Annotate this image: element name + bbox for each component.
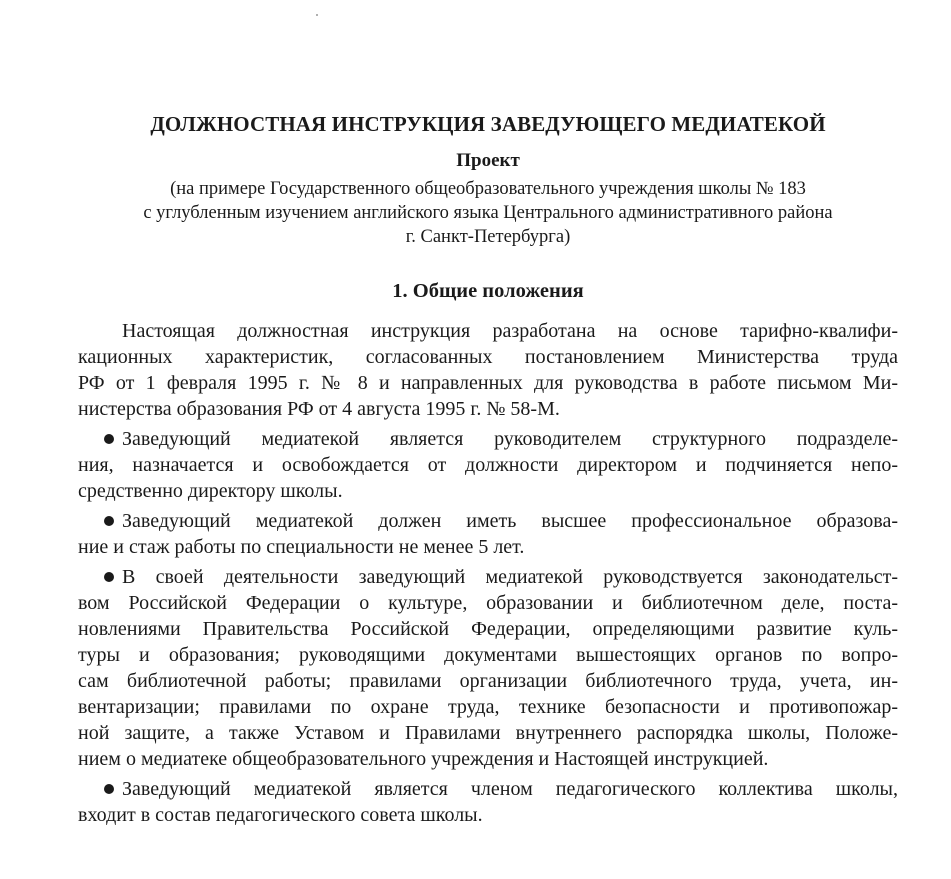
paragraph-line: Настоящая должностная инструкция разработана на основе тарифно-квалифи- [122,320,898,342]
paragraph [78,508,898,560]
paragraph-line: нием о медиатеке общеобразовательного учреждения и Настоящей инструкцией. [78,748,769,770]
paragraph-line: входит в состав педагогического совета школы. [78,804,483,826]
paragraph-line [78,776,898,802]
paragraph-line [78,564,898,590]
paragraph-line: туры и образования; руководящими документами вышестоящих органов по вопро- [78,644,898,666]
bullet-icon [104,516,114,526]
paragraph [78,564,898,772]
paragraph-line: вом Российской Федерации о культуре, образовании и библиотечном деле, поста- [78,592,898,614]
paragraph [78,426,898,504]
scan-speck [316,14,318,16]
note-line: с углубленным изучением английского языка Центрального административного района [143,203,833,223]
paragraph-line: ной защите, а также Уставом и Правилами внутреннего распорядка школы, Положе- [78,722,898,744]
paragraph-line [78,426,898,452]
paragraph-line: новлениями Правительства Российской Федерации, определяющими развитие куль- [78,618,898,640]
paragraph-line: РФ от 1 февраля 1995 г. № 8 и направленных для руководства в работе письмом Ми- [78,372,898,394]
bullet-icon [104,572,114,582]
paragraph-line-text: В своей деятельности заведующий медиатекой руководствуется законодательст- [122,566,898,588]
paragraph-line: ние и стаж работы по специальности не менее 5 лет. [78,536,525,558]
paragraph-line: средственно директору школы. [78,480,343,502]
bullet-icon [104,784,114,794]
note-line: (на примере Государственного общеобразовательного учреждения школы № 183 [170,179,806,199]
document-title: ДОЛЖНОСТНАЯ ИНСТРУКЦИЯ ЗАВЕДУЮЩЕГО МЕДИАТЕКОЙ [150,112,826,136]
paragraph-line-text: Заведующий медиатекой является руководителем структурного подразделе- [122,428,898,450]
document-note [78,177,898,249]
note-line: г. Санкт-Петербурга) [405,227,571,247]
paragraph-line-text: Заведующий медиатекой является членом педагогического коллектива школы, [122,778,898,800]
paragraph-line: вентаризации; правилами по охране труда, технике безопасности и противопожар- [78,696,898,718]
bullet-icon [104,434,114,444]
paragraph-line: ния, назначается и освобождается от должности директором и подчиняется непо- [78,454,898,476]
paragraph [78,318,898,422]
paragraph-line: нистерства образования РФ от 4 августа 1995 г. № 58-М. [78,398,560,420]
paragraph-line-text: Заведующий медиатекой должен иметь высшее профессиональное образова- [122,510,898,532]
paragraph-line: сам библиотечной работы; правилами организации библиотечного труда, учета, ин- [78,670,898,692]
section-body [78,318,898,832]
document-page [78,0,898,879]
document-subtitle: Проект [456,150,520,171]
section-heading: 1. Общие положения [392,280,584,302]
paragraph [78,776,898,828]
paragraph-line: кационных характеристик, согласованных постановлением Министерства труда [78,346,898,368]
paragraph-line [78,508,898,534]
